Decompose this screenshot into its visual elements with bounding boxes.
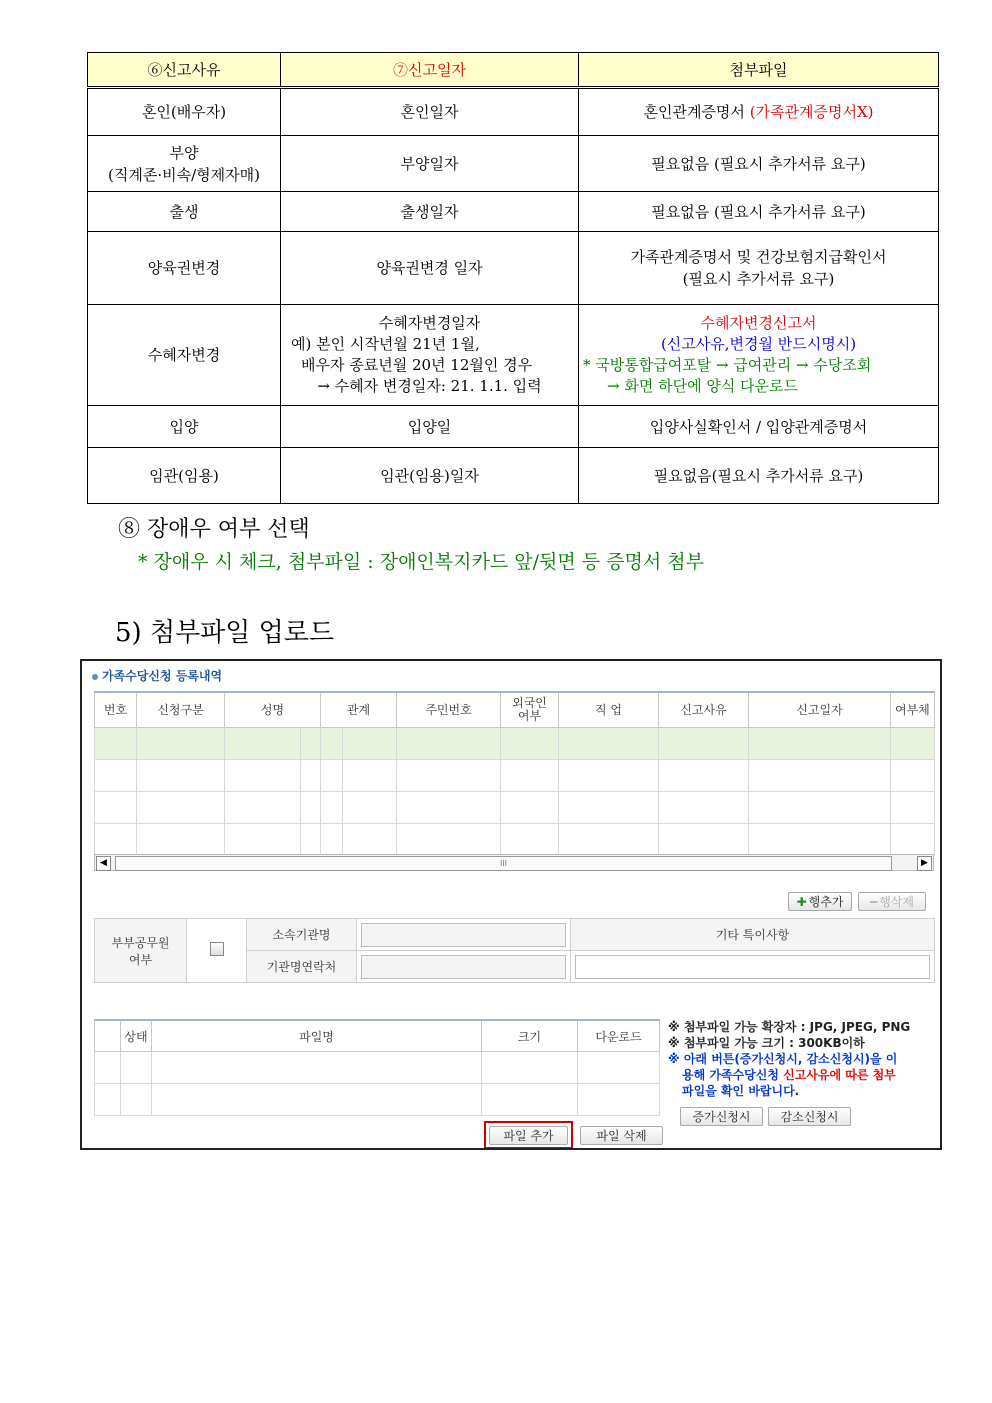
- registration-grid: [94, 691, 935, 856]
- delete-row-button[interactable]: [858, 892, 926, 911]
- date-line: 수혜자변경일자: [378, 314, 481, 332]
- scroll-left-icon[interactable]: ◀: [96, 856, 111, 871]
- col-size[interactable]: 크기: [482, 1020, 578, 1052]
- header-reason: ⑥신고사유: [88, 53, 281, 88]
- note-size: ※ 첨부파일 가능 크기 : 300KB이하: [668, 1036, 865, 1050]
- decrease-request-button[interactable]: 감소신청시: [768, 1107, 851, 1126]
- col-number[interactable]: 번호: [95, 692, 137, 728]
- attachment-line: → 화면 하단에 양식 다운로드: [607, 377, 799, 395]
- spouse-label: [95, 919, 187, 983]
- col-relation[interactable]: 관계: [321, 692, 397, 728]
- scroll-right-icon[interactable]: ▶: [917, 856, 932, 871]
- header-date: ⑦신고일자: [281, 53, 579, 88]
- scroll-thumb[interactable]: III: [115, 856, 892, 871]
- col-status[interactable]: 상태: [121, 1020, 152, 1052]
- org-name-label: 소속기관명: [247, 919, 357, 951]
- delete-row-label: 행삭제: [879, 895, 914, 909]
- grid-row[interactable]: [95, 728, 935, 760]
- attachment-text: 혼인관계증명서: [643, 103, 745, 121]
- reason-cell: 양육권변경: [88, 232, 281, 305]
- org-contact-label: 기관명연락처: [247, 951, 357, 983]
- org-contact-input[interactable]: [361, 955, 566, 979]
- highlight-box: [484, 1121, 573, 1149]
- spouse-checkbox[interactable]: [210, 942, 224, 956]
- col-name[interactable]: 성명: [225, 692, 321, 728]
- section-8-title: ⑧ 장애우 여부 선택: [118, 517, 310, 542]
- horizontal-scrollbar[interactable]: [94, 854, 934, 871]
- table-row: [88, 192, 939, 232]
- org-name-cell: [357, 919, 571, 951]
- date-cell: 혼인일자: [281, 88, 579, 136]
- section-8-note: * 장애우 시 체크, 첨부파일 : 장애인복지카드 앞/뒷면 등 증명서 첨부: [138, 551, 704, 573]
- spouse-checkbox-cell: [187, 919, 247, 983]
- date-cell: 입양일: [281, 406, 579, 448]
- header-attachment: 첨부파일: [579, 53, 939, 88]
- etc-input[interactable]: [575, 955, 930, 979]
- col-foreigner[interactable]: [501, 692, 559, 728]
- table-row: [88, 136, 939, 192]
- attachment-line: 가족관계증명서 및 건강보험지급확인서: [630, 248, 887, 266]
- minus-icon: ━: [869, 895, 878, 909]
- delete-file-button[interactable]: 파일 삭제: [580, 1126, 663, 1145]
- attachment-line: (신고사유,변경월 반드시명시): [660, 335, 857, 353]
- etc-label: 기타 특이사항: [571, 919, 935, 951]
- date-example-line: 예) 본인 시작년월 21년 1월,: [291, 335, 480, 353]
- attachment-cell: [579, 232, 939, 305]
- bullet-icon: [92, 674, 98, 680]
- panel-title: [92, 667, 222, 684]
- spouse-civil-servant-table: [94, 918, 935, 983]
- col-foreigner-line: 여부: [517, 709, 542, 723]
- table-row: [88, 232, 939, 305]
- plus-icon: ✚: [796, 895, 807, 909]
- attachment-cell: 필요없음 (필요시 추가서류 요구): [579, 192, 939, 232]
- add-file-button[interactable]: 파일 추가: [489, 1126, 568, 1145]
- panel-title-text: 가족수당신청 등록내역: [102, 669, 223, 683]
- reason-cell: [88, 136, 281, 192]
- attachment-line: (필요시 추가서류 요구): [682, 270, 835, 288]
- table-row: [88, 406, 939, 448]
- date-example-line: → 수혜자 변경일자: 21. 1.1. 입력: [317, 377, 542, 395]
- attachment-cell: 필요없음(필요시 추가서류 요구): [579, 448, 939, 504]
- reason-line: 부양: [169, 143, 199, 162]
- col-foreigner-line: 외국인: [512, 696, 547, 710]
- add-row-label: 행추가: [808, 895, 844, 909]
- etc-cell: [571, 951, 935, 983]
- grid-row[interactable]: [95, 792, 935, 824]
- col-disability[interactable]: 여부체: [891, 692, 935, 728]
- col-select[interactable]: [95, 1020, 121, 1052]
- increase-request-button[interactable]: 증가신청시: [680, 1107, 763, 1126]
- date-example-line: 배우자 종료년월 20년 12월인 경우: [301, 356, 533, 374]
- org-contact-cell: [357, 951, 571, 983]
- attachment-cell: 필요없음 (필요시 추가서류 요구): [579, 136, 939, 192]
- table-row: [88, 305, 939, 406]
- attachment-warning: (가족관계증명서X): [749, 103, 874, 121]
- attachment-cell: [579, 88, 939, 136]
- attachment-notes: [668, 1019, 938, 1099]
- spouse-label-line: 부부공무원: [111, 935, 170, 950]
- col-job[interactable]: 직 업: [559, 692, 659, 728]
- attachment-line: * 국방통합급여포탈 → 급여관리 → 수당조회: [583, 356, 872, 374]
- attachment-grid: [94, 1019, 660, 1116]
- table-row: [88, 88, 939, 136]
- org-name-input[interactable]: [361, 923, 566, 947]
- attachment-cell: 입양사실확인서 / 입양관계증명서: [579, 406, 939, 448]
- file-row[interactable]: [95, 1052, 660, 1084]
- date-cell: 출생일자: [281, 192, 579, 232]
- reason-cell: 혼인(배우자): [88, 88, 281, 136]
- col-report-date[interactable]: 신고일자: [749, 692, 891, 728]
- add-row-button[interactable]: [788, 892, 852, 911]
- note-warning-line: 용해 가족수당신청 신고사유에 따른 첨부: [682, 1068, 896, 1082]
- spouse-label-line: 여부: [128, 952, 153, 967]
- note-warning-line: 파일을 확인 바랍니다.: [682, 1084, 800, 1098]
- col-resident-number[interactable]: 주민번호: [397, 692, 501, 728]
- col-file-name[interactable]: 파일명: [152, 1020, 482, 1052]
- date-cell: 양육권변경 일자: [281, 232, 579, 305]
- col-download[interactable]: 다운로드: [578, 1020, 660, 1052]
- date-cell: 부양일자: [281, 136, 579, 192]
- report-reason-table: [87, 52, 939, 504]
- reason-cell: 수혜자변경: [88, 305, 281, 406]
- table-row: [88, 448, 939, 504]
- date-cell: 임관(임용)일자: [281, 448, 579, 504]
- reason-cell: 출생: [88, 192, 281, 232]
- reason-line: (직계존·비속/형제자매): [108, 165, 260, 184]
- col-request-type[interactable]: 신청구분: [137, 692, 225, 728]
- attachment-cell: [579, 305, 939, 406]
- note-warning-line: ※ 아래 버튼(증가신청시, 감소신청시)을 이: [668, 1052, 898, 1066]
- reason-cell: 임관(임용): [88, 448, 281, 504]
- grid-row[interactable]: [95, 760, 935, 792]
- note-extension: ※ 첨부파일 가능 확장자 : JPG, JPEG, PNG: [668, 1020, 911, 1034]
- attachment-line: 수혜자변경신고서: [700, 314, 817, 332]
- family-allowance-panel: [80, 659, 942, 1150]
- grid-row[interactable]: [95, 824, 935, 856]
- section-5-title: 5) 첨부파일 업로드: [115, 618, 335, 648]
- reason-cell: 입양: [88, 406, 281, 448]
- col-report-reason[interactable]: 신고사유: [659, 692, 749, 728]
- date-cell: [281, 305, 579, 406]
- file-row[interactable]: [95, 1084, 660, 1116]
